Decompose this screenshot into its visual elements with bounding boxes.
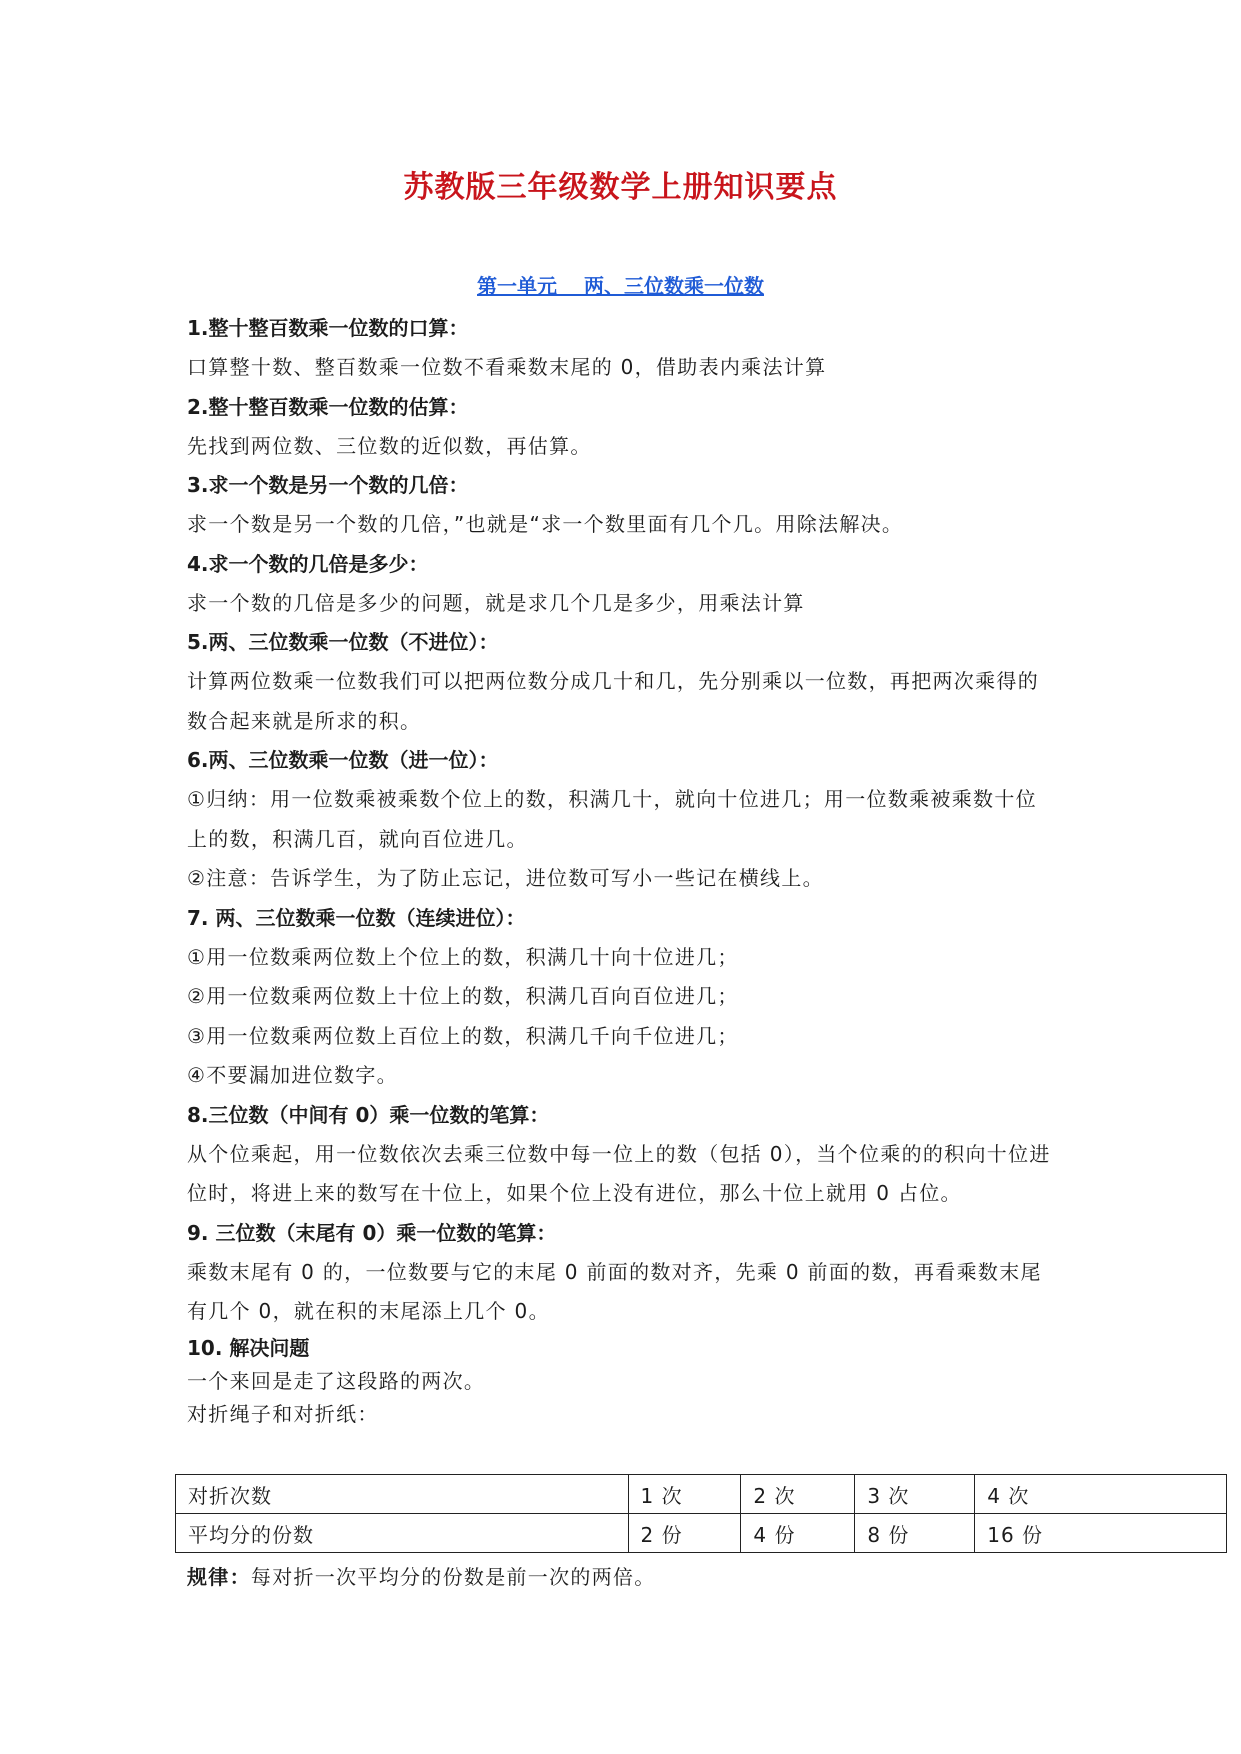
table-row [176,1514,1227,1553]
table-cell: 4 次 [975,1475,1227,1514]
table-row [176,1475,1227,1514]
fold-table [175,1474,1227,1553]
section-heading: 1.整十整百数乘一位数的口算： [187,316,469,340]
section-text: ②用一位数乘两位数上十位上的数，积满几百向百位进几； [187,984,739,1008]
section-text: ④不要漏加进位数字。 [187,1063,398,1087]
rule-text: 每对折一次平均分的份数是前一次的两倍。 [250,1565,656,1589]
table-cell: 2 份 [628,1514,741,1553]
document-title: 苏教版三年级数学上册知识要点 [403,170,838,205]
table-cell: 1 次 [628,1475,741,1514]
section-heading: 6.两、三位数乘一位数（进一位）： [187,748,499,772]
section-text: 口算整十数、整百数乘一位数不看乘数末尾的 0，借助表内乘法计算 [187,355,827,379]
section-text: 对折绳子和对折纸： [187,1401,379,1426]
content-body [187,309,1057,1431]
section-text: 乘数末尾有 0 的，一位数要与它的末尾 0 前面的数对齐，先乘 0 前面的数，再看乘数末尾有几个 0，就在积的末尾添上几个 0。 [187,1259,1042,1323]
table-cell: 8 份 [855,1514,975,1553]
section-text: ①归纳：用一位数乘被乘数个位上的数，积满几十，就向十位进几；用一位数乘被乘数十位上的数，积满几百，就向百位进几。 [187,787,1037,851]
table-cell: 平均分的份数 [176,1514,629,1553]
unit-title: 第一单元 两、三位数乘一位数 [477,274,764,298]
section-heading: 8.三位数（中间有 0）乘一位数的笔算： [187,1102,550,1127]
section-heading: 9. 三位数（末尾有 0）乘一位数的笔算： [187,1220,557,1245]
table-cell: 4 份 [741,1514,855,1553]
table-cell: 16 份 [975,1514,1227,1553]
rule-note [187,1561,656,1590]
rule-label: 规律： [187,1565,251,1589]
section-heading: 10. 解决问题 [187,1335,310,1360]
table-cell: 对折次数 [176,1475,629,1514]
section-heading: 3.求一个数是另一个数的几倍： [187,473,469,497]
section-heading: 2.整十整百数乘一位数的估算： [187,394,469,419]
section-text: ①用一位数乘两位数上个位上的数，积满几十向十位进几； [187,944,739,969]
table-cell: 2 次 [741,1475,855,1514]
section-text: 求一个数是另一个数的几倍，”也就是“求一个数里面有几个几。用除法解决。 [187,512,904,536]
table-cell: 3 次 [855,1475,975,1514]
section-text: ③用一位数乘两位数上百位上的数，积满几千向千位进几； [187,1023,739,1048]
section-text: 先找到两位数、三位数的近似数，再估算。 [187,433,592,458]
section-heading: 5.两、三位数乘一位数（不进位）： [187,630,499,654]
section-text: 求一个数的几倍是多少的问题，就是求几个几是多少，用乘法计算 [187,590,805,615]
section-heading: 7. 两、三位数乘一位数（连续进位）： [187,905,526,930]
section-text: 一个来回是走了这段路的两次。 [187,1368,486,1393]
section-text: 从个位乘起，用一位数依次去乘三位数中每一位上的数（包括 0），当个位乘的的积向十位进位时，将进上来的数写在十位上，如果个位上没有进位，那么十位上就用 0 占位。 [187,1141,1051,1205]
section-text: 计算两位数乘一位数我们可以把两位数分成几十和几，先分别乘以一位数，再把两次乘得的数合起来就是所求的积。 [187,669,1039,733]
section-text: ②注意：告诉学生，为了防止忘记，进位数可写小一些记在横线上。 [187,866,824,890]
section-heading: 4.求一个数的几倍是多少： [187,551,429,576]
